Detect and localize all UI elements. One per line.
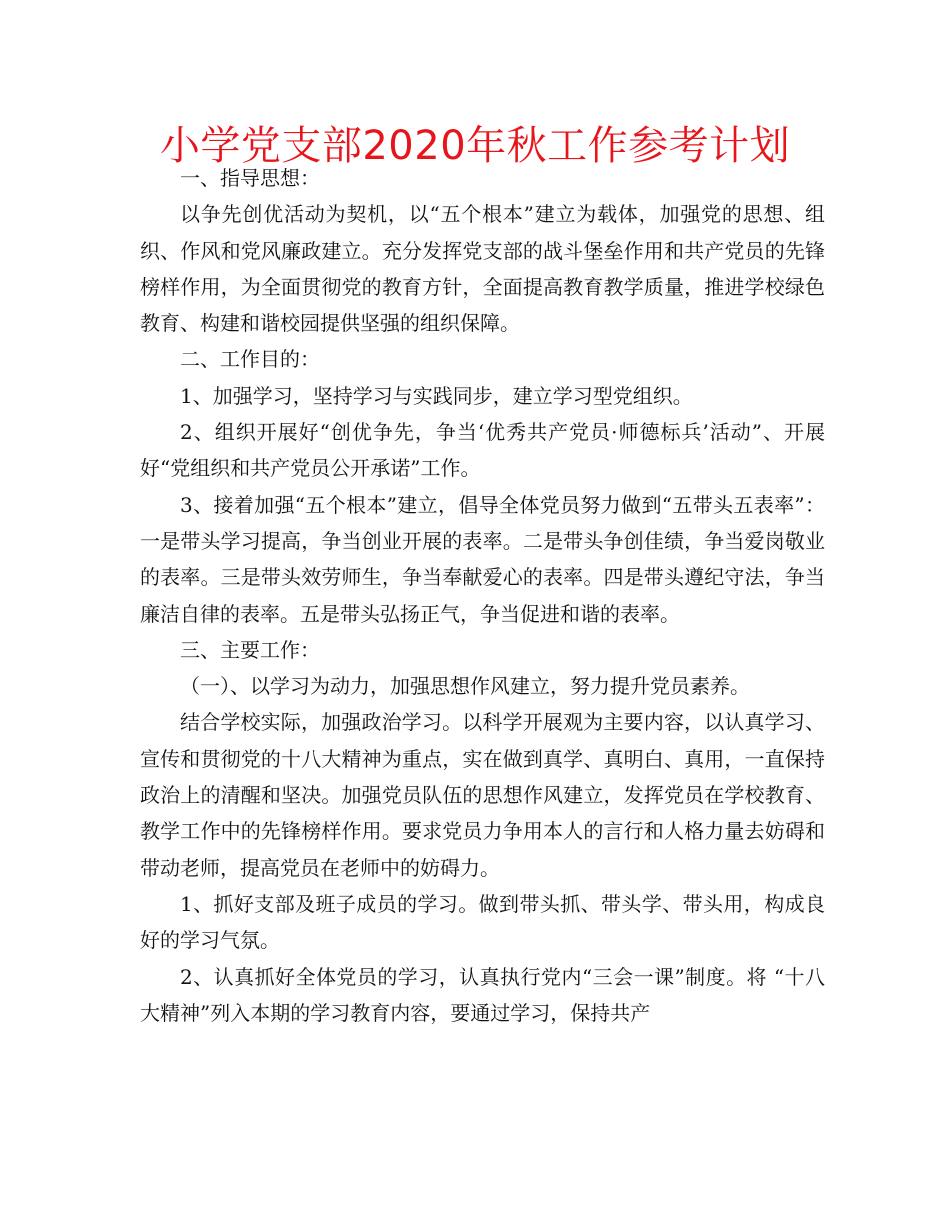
document-body <box>140 160 825 1031</box>
paragraph-study: 结合学校实际，加强政治学习。以科学开展观为主要内容，以认真学习、宣传和贯彻党的十八大精神为重点，实在做到真学、真明白、真用，一直保持政治上的清醒和坚决。加强党员队伍的思想作风建立，发挥党员在学校教育、教学工作中的先锋榜样作用。要求党员力争用本人的言行和人格力量去妨碍和带动老师，提高党员在老师中的妨碍力。 <box>140 710 825 880</box>
paragraph-study-item-1: 1、抓好支部及班子成员的学习。做到带头抓、带头学、带头用，构成良好的学习气氛。 <box>140 891 825 953</box>
document-title: 小学党支部2020年秋工作参考计划 <box>159 123 791 169</box>
heading-guiding-ideology: 一、指导思想： <box>180 166 320 190</box>
paragraph-goal-1: 1、加强学习，坚持学习与实践同步，建立学习型党组织。 <box>180 383 693 408</box>
paragraph-goal-2: 2、组织开展好“创优争先，争当‘优秀共产党员·师德标兵’活动”、开展好“党组织和共产党员公开承诺”工作。 <box>140 420 825 481</box>
paragraph-study-item-2: 2、认真抓好全体党员的学习，认真执行党内“三会一课”制度。将 “十八大精神”列入本期的学习教育内容，要通过学习，保持共产 <box>140 964 825 1025</box>
paragraph-guiding-ideology: 以争先创优活动为契机，以“五个根本”建立为载体，加强党的思想、组织、作风和党风廉政建立。充分发挥党支部的战斗堡垒作用和共产党员的先锋榜样作用，为全面贯彻党的教育方针，全面提高教育教学质量，推进学校绿色教育、构建和谐校园提供坚强的组织保障。 <box>140 202 825 336</box>
subheading-study: （一）、以学习为动力，加强思想作风建立，努力提升党员素养。 <box>180 674 750 699</box>
heading-work-goals: 二、工作目的： <box>180 347 320 372</box>
paragraph-goal-3: 3、接着加强“五个根本”建立，倡导全体党员努力做到“五带头五表率”：一是带头学习提高，争当创业开展的表率。二是带头争创佳绩，争当爱岗敬业的表率。三是带头效劳师生，争当奉献爱心的表率。四是带头遵纪守法，争当廉洁自律的表率。五是带头弘扬正气，争当促进和谐的表率。 <box>140 492 825 626</box>
heading-main-work: 三、主要工作： <box>180 637 320 662</box>
